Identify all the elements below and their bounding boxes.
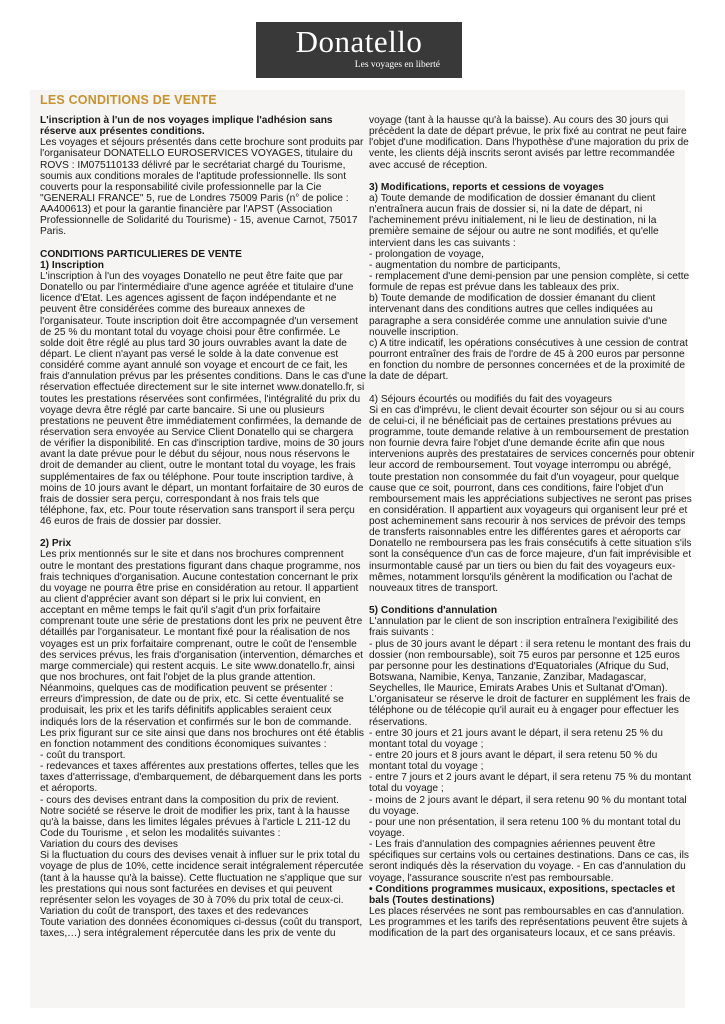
text-line: - augmentation du nombre de participants, — [369, 259, 561, 271]
text-line: b) Toute demande de modification de dossier émanant du client — [369, 293, 656, 305]
text-line: que nos brochures, ont fait l'objet de la plus grande attention. — [40, 672, 316, 684]
text-line: paragraphe a sera considérée comme une annulation suivie d'une — [369, 315, 668, 327]
brand-name: Donatello — [295, 24, 423, 59]
text-line: peuvent être considérées comme des bureaux annexes de — [40, 304, 306, 316]
text-line: voyage (tant à la hausse qu'à la baisse). Au cours des 30 jours qui — [369, 115, 669, 126]
left-column — [40, 115, 367, 940]
text-line: du voyage ne pourra être prise en considération au retour. Il appartient — [40, 582, 359, 594]
text-line: Néanmoins, quelques cas de modification peuvent se présenter : — [40, 683, 333, 695]
text-line: acceptant en même temps le fait qu'il s'agit d'un prix forfaitaire — [40, 605, 321, 617]
text-line: Les places réservées ne sont pas remboursables en cas d'annulation. — [369, 905, 685, 917]
text-line: AA400613) et pour la garantie financière par l'APST (Association — [40, 204, 333, 216]
text-line: Professionnelle de Solidarité du Tourisme) - 15, avenue Carnot, 75017 — [40, 215, 358, 227]
paragraph-gap — [369, 171, 681, 182]
text-line: de 25 % du montant total du voyage choisi pour être confirmée. Le — [40, 326, 341, 338]
text-line: - pour une non présentation, il sera retenu 100 % du montant total du — [369, 816, 681, 828]
text-line: spécifiques sur certains vols ou certaines destinations. Dans ce cas, ils — [369, 850, 689, 862]
text-line: produisait, les prix et les tarifs définitifs applicables seraient ceux — [40, 705, 332, 717]
text-line: prestations ne peuvent être immédiatement confirmées, la demande de — [40, 415, 362, 427]
section-heading-line: 1) Inscription — [40, 259, 104, 271]
text-line: réservations. — [369, 716, 428, 728]
text-line: Notre société se réserve le droit de modifier les prix, tant à la hausse — [40, 805, 350, 817]
text-line: outre le montant des prestations figurant dans chaque programme, nos — [40, 560, 361, 572]
text-line: droit de demander au client, outre le montant total du voyage, les frais — [40, 460, 356, 472]
text-line: a) Toute demande de modification de dossier émanant du client — [369, 192, 656, 204]
text-line: au client d'apprécier avant son départ si le prix lui convient, en — [40, 594, 321, 606]
text-line: frais de dossier sera perçu, correspondant à nos frais tels que — [40, 493, 320, 505]
text-line: - cours des devises entrant dans la composition du prix de revient. — [40, 794, 339, 806]
text-line: voyage de plus de 10%, cette incidence serait intégralement répercutée — [40, 861, 364, 873]
text-line: représenter selon les voyages de 30 à 70% du prix total de ceux-ci. — [40, 894, 344, 906]
text-line: licence d'Etat. Les agences agissent de façon indépendante et ne — [40, 293, 337, 305]
text-line: première semaine de séjour ou autre ne sont modifiés, et qu'elle — [369, 226, 659, 238]
text-line: 4) Séjours écourtés ou modifiés du fait des voyageurs — [369, 393, 612, 405]
section-heading-line: réserve aux présentes conditions. — [40, 126, 205, 138]
text-line: - entre 7 jours et 2 jours avant le départ, il sera retenu 75 % du montant — [369, 772, 692, 784]
paragraph-gap — [40, 527, 352, 538]
text-line: avec accusé de réception. — [369, 159, 488, 171]
text-line: total du voyage ; — [369, 783, 444, 795]
text-line: voyage devra être réglé par carte bancaire. Si une ou plusieurs — [40, 404, 325, 416]
text-line: montant total du voyage ; — [369, 761, 484, 773]
text-line: par personne pour les destinations d'Equatoriales (Afrique du Sud, — [369, 660, 669, 672]
text-line: montant total du voyage ; — [369, 738, 484, 750]
text-line: L'organisateur se réserve le droit de facturer en supplément les frais de — [369, 694, 691, 706]
text-line: Code du Tourisme , et selon les modalités suivantes : — [40, 828, 281, 839]
text-line: toutes les prestations réservées sont confirmées, l'intégralité du prix du — [40, 393, 361, 405]
brand-logo — [256, 22, 462, 78]
text-line: détaillés par l'organisateur. Le montant fixé pour la réalisation de nos — [40, 627, 351, 639]
text-line: précèdent la date de départ prévue, le prix fixé au contrat ne peut faire — [369, 126, 687, 138]
text-line: voyage, l'assurance souscrite n'est pas remboursable. — [369, 872, 614, 884]
text-line: de vérifier la disponibilité. En cas d'inscription tardive, moins de 30 jours — [40, 438, 365, 450]
text-line: taxes,…) sera intégralement répercutée dans les prix de vente du — [40, 928, 336, 940]
section-heading-line: 3) Modifications, reports et cessions de voyages — [369, 181, 604, 193]
page-title: LES CONDITIONS DE VENTE — [40, 93, 217, 107]
text-line: de celui-ci, il ne bénéficiait pas de certaines prestations prévues au — [369, 415, 672, 427]
text-line: voyages est un prix forfaitaire comprenant, outre le coût de l'ensemble — [40, 638, 357, 650]
text-line: l'organisateur. Toute inscription doit être accompagnée d'un versement — [40, 315, 359, 327]
text-line: de transferts raisonnables entre les différentes gares et aéroports car — [369, 527, 681, 539]
text-line: Donatello ne remboursera pas les frais consécutifs à cette situation s'ils — [369, 538, 692, 550]
text-line: Si la fluctuation du cours des devises venait à influer sur le prix total du — [40, 850, 360, 862]
text-line: Botswana, Namibie, Kenya, Tanzanie, Zanzibar, Madagascar, — [369, 672, 647, 684]
text-line: programme, toute demande relative à un remboursement de prestation — [369, 426, 689, 438]
right-column — [369, 115, 695, 940]
text-line: couverts pour la responsabilité civile professionnelle par la Cie — [40, 181, 322, 193]
text-line: avant la date prévue pour le début du séjour, nous nous réservons le — [40, 449, 350, 461]
text-line: en considération. Il appartient aux voyageurs qui organisent leur pré et — [369, 504, 688, 516]
text-line: solde doit être réglé au plus tard 30 jours ouvrables avant la date de — [40, 337, 347, 349]
text-line: leur accord de remboursement. Tout voyage interrompu ou abrégé, — [369, 460, 672, 472]
text-line: "GENERALI FRANCE" 5, rue de Londres 75009 Paris (n° de police : — [40, 192, 349, 204]
paragraph-gap — [369, 382, 681, 393]
section-heading-line: CONDITIONS PARTICULIERES DE VENTE — [40, 248, 242, 260]
text-line: sont la conséquence d'un cas de force majeure, d'un fait imprévisible et — [369, 549, 692, 561]
text-line: moins de 10 jours avant le départ, un montant forfaitaire de 30 euros de — [40, 482, 364, 494]
brand-tagline: Les voyages en liberté — [354, 60, 440, 70]
text-line: l'objet d'une modification. Dans l'hypothèse d'une majoration du prix de — [369, 137, 689, 149]
text-line: Donatello ou par l'intermédiaire d'une agence agréée et titulaire d'une — [40, 282, 354, 294]
text-line: Les voyages et séjours présentés dans cette brochure sont produits par — [40, 137, 364, 149]
section-heading-line: 2) Prix — [40, 538, 72, 550]
text-line: - coût du transport. — [40, 750, 126, 762]
text-line: téléphone, fax, etc. Pour toute réservation sans transport il sera perçu — [40, 504, 355, 516]
text-line: taxes d'atterrissage, d'embarquement, de débarquement dans les ports — [40, 772, 362, 784]
text-line: L'annulation par le client de son inscription entraînera l'exigibilité des — [369, 616, 679, 628]
text-line: voyage. — [369, 828, 405, 839]
text-line: frais d'annulation prévus par les présentes conditions. Dans le cas d'une — [40, 371, 367, 383]
text-line: la date de départ. — [369, 371, 449, 383]
text-line: dossier (non remboursable), soit 75 euros par personne et 125 euros — [369, 649, 680, 661]
text-line: l'acheminement prévu initialement, ni le lieu de destination, ni la — [369, 215, 657, 227]
text-line: nouveaux titres de transport. — [369, 582, 499, 594]
paragraph-gap — [40, 238, 352, 249]
text-line: mêmes, notamment lorsqu'ils génèrent la modification ou l'achat de — [369, 571, 673, 583]
text-line: Les prix figurant sur ce site ainsi que dans nos brochures ont été établis — [40, 727, 364, 739]
text-line: frais suivants : — [369, 627, 435, 639]
text-line: en fonction du nombre de personnes concernées et de la proximité de — [369, 360, 686, 372]
text-line: indiqués lors de la réservation et confirmés sur le bon de commande. — [40, 716, 352, 728]
text-line: vente, les clients déjà inscrits seront avisés par lettre recommandée — [369, 148, 675, 160]
text-line: modification de la part des organisateurs locaux, et ce sans préavis. — [369, 928, 676, 940]
text-line: les prestations qui nous sont facturées en devises et qui peuvent — [40, 883, 333, 895]
text-line: - prolongation de voyage, — [369, 248, 484, 260]
section-heading-line: • Conditions programmes musicaux, expositions, spectacles et — [369, 883, 675, 895]
text-line: Les programmes et les tarifs des représentations peuvent être sujets à — [369, 917, 688, 929]
text-line: L'inscription à l'un des voyages Donatello ne peut être faite que par — [40, 270, 343, 282]
text-line: réservation sera envoyée au Service Client Donatello qui se chargera — [40, 426, 354, 438]
text-line: comprenant toute une série de prestations dont les prix ne peuvent être — [40, 616, 363, 628]
section-heading-line: bals (Toutes destinations) — [369, 894, 495, 906]
text-line: et aéroports. — [40, 783, 98, 795]
text-line: marge commerciale) qui restent acquis. Le site www.donatello.fr, ainsi — [40, 660, 355, 672]
text-line: insurmontable causé par un tiers ou bien du fait des voyageurs eux- — [369, 560, 676, 572]
text-line: pourront entraîner des frais de l'ordre de 45 à 200 euros par personne — [369, 348, 685, 360]
text-line: Les prix mentionnés sur le site et dans nos brochures comprennent — [40, 549, 344, 561]
text-line: - Les frais d'annulation des compagnies aériennes peuvent être — [369, 839, 656, 851]
text-line: c) A titre indicatif, les opérations consécutives à une cession de contrat — [369, 337, 688, 349]
text-line: non fournie devra faire l'objet d'une demande écrite afin que nous — [369, 438, 665, 450]
text-line: Variation du coût de transport, des taxes et des redevances — [40, 905, 309, 917]
text-line: ROVS : IM075110133 délivré par le secrétariat chargé du Tourisme, — [40, 159, 346, 171]
text-line: Variation du cours des devises — [40, 839, 178, 851]
text-line: réservation effectuée directement sur le site internet www.donatello.fr, si — [40, 382, 365, 394]
text-line: l'organisateur DONATELLO EUROSERVICES VOYAGES, titulaire du — [40, 148, 353, 160]
section-heading-line: L'inscription à l'un de nos voyages implique l'adhésion sans — [40, 115, 333, 126]
text-line: - entre 20 jours et 8 jours avant le départ, il sera retenu 50 % du — [369, 750, 658, 762]
section-heading-line: 5) Conditions d'annulation — [369, 605, 498, 617]
text-line: seront indiqués dès la réservation du voyage. - En cas d'annulation du — [369, 861, 686, 873]
text-line: (tant à la hausse qu'à la baisse). Cette fluctuation ne s'applique que sur — [40, 872, 363, 884]
text-line: téléphone ou de télécopie qu'il aurait eu à engager pour effectuer les — [369, 705, 679, 717]
text-line: Seychelles, Ile Maurice, Emirats Arabes Unis et Sultanat d'Oman). — [369, 683, 668, 695]
text-line: 46 euros de frais de dossier par dossier. — [40, 516, 222, 528]
text-line: considéré comme ayant annulé son voyage et encourt de ce fait, les — [40, 360, 348, 372]
text-line: soumis aux conditions morales de l'aptitude professionnelle. Ils sont — [40, 170, 347, 182]
text-line: du voyage. — [369, 805, 419, 817]
text-line: - redevances et taxes afférentes aux prestations offertes, telles que les — [40, 761, 360, 773]
text-line: supplémentaires de fax ou téléphone. Pour toute inscription tardive, à — [40, 471, 354, 483]
text-line: nouvelle inscription. — [369, 326, 459, 338]
text-line: - moins de 2 jours avant le départ, il sera retenu 90 % du montant total — [369, 794, 687, 806]
text-line: Paris. — [40, 226, 67, 238]
text-line: cause que ce soit, pourront, dans ces conditions, faire l'objet d'un — [369, 482, 664, 494]
paragraph-gap — [369, 594, 681, 605]
text-line: n'entraînera aucun frais de dossier si, ni la date de départ, ni — [369, 204, 643, 216]
text-line: - remplacement d'une demi-pension par une pension complète, si cette — [369, 270, 690, 282]
text-line: erreurs d'impression, de date ou de prix, etc. Si cette éventualité se — [40, 694, 344, 706]
text-line: post acheminement sans recourir à nos services de prévoir des temps — [369, 516, 686, 528]
text-line: Toute variation des données économiques ci-dessus (coût du transport, — [40, 917, 363, 929]
text-line: qu'à la baisse, dans les limites légales prévues à l'article L 211-12 du — [40, 816, 351, 828]
text-line: en fonction notamment des conditions économiques suivantes : — [40, 738, 327, 750]
text-line: frais techniques d'organisation. Aucune contestation concernant le prix — [40, 571, 358, 583]
text-line: intervenant dans des conditions autres que celles indiquées au — [369, 304, 653, 316]
text-line: - entre 30 jours et 21 jours avant le départ, il sera retenu 25 % du — [369, 727, 663, 739]
text-line: - plus de 30 jours avant le départ : il sera retenu le montant des frais du — [369, 638, 691, 650]
text-line: Si en cas d'imprévu, le client devait écourter son séjour ou si au cours — [369, 404, 685, 416]
text-line: toute prestation non consommée du fait d'un voyageur, pour quelque — [369, 471, 680, 483]
text-line: des services prévus, les frais d'organisation (intervention, démarches et — [40, 649, 364, 661]
text-line: formule de repas est prévue dans les tableaux des prix. — [369, 282, 620, 294]
text-line: départ. Le client n'ayant pas versé le solde à la date convenue est — [40, 348, 339, 360]
text-line: remboursement mais les appréciations subjectives ne seront pas prises — [369, 493, 692, 505]
text-line: intervenions auprès des prestataires de services concernés pour obtenir — [369, 449, 695, 461]
text-line: intervient dans les cas suivants : — [369, 237, 516, 249]
